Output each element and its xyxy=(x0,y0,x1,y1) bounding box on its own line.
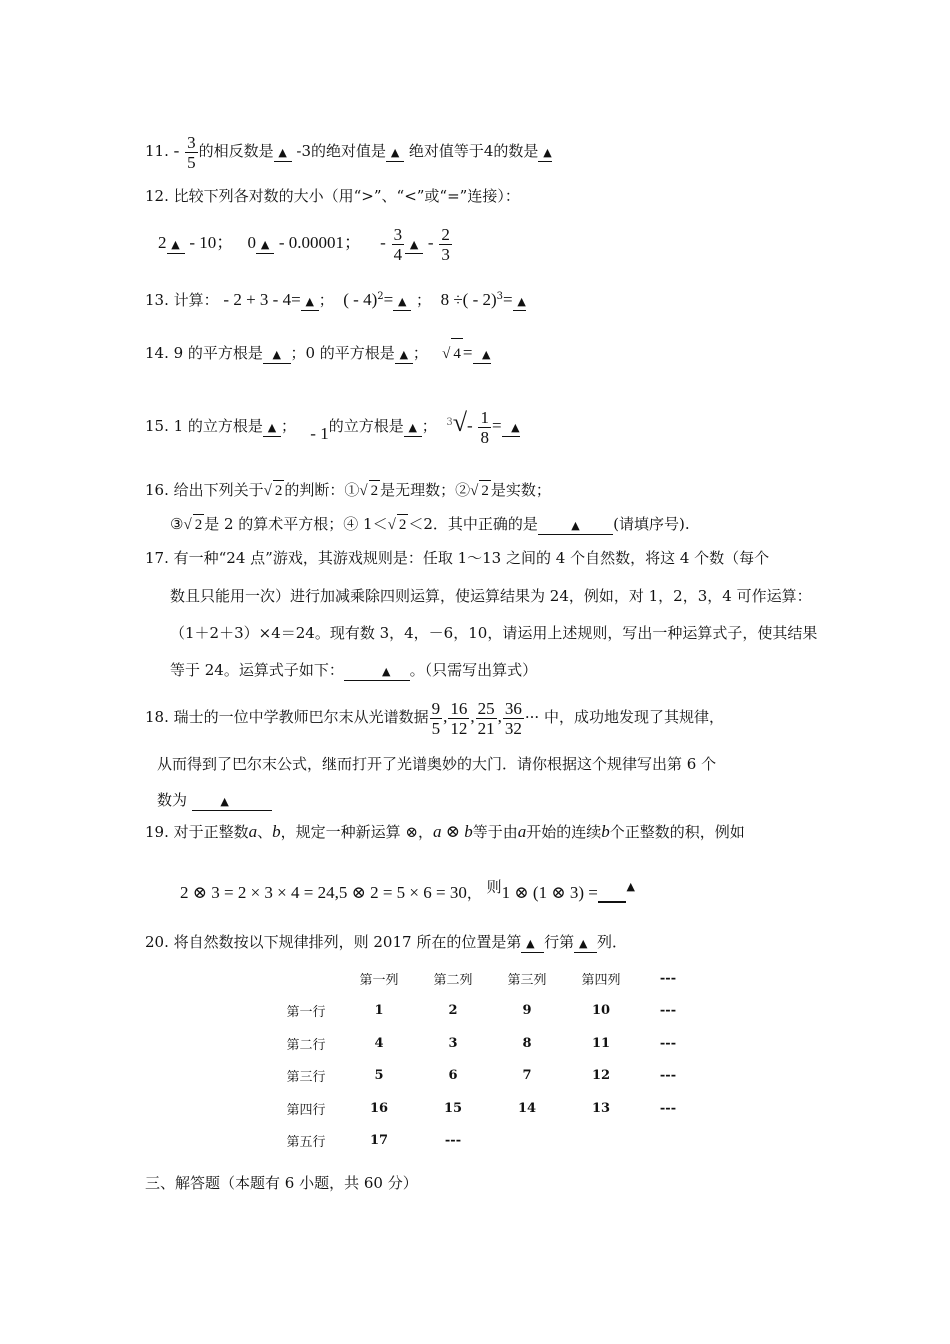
question-12-items: 2 ▲ - 10； 0 ▲ - 0.00001； - $\frac{3}{4}$ ▲ - $\frac{2}{3}$ xyxy=(158,224,450,264)
question-16-line1: 16. 给出下列关于√ 2 的判断：①√ 2 是无理数；②√ 2 是实数； xyxy=(145,481,551,499)
answer-blank: ▲ xyxy=(574,934,597,953)
question-17-line1: 17. 有一种“24 点”游戏，其游戏规则是：任取 1～13 之间的 4 个自然数，将这 4 个数（每个 xyxy=(145,549,770,567)
answer-blank xyxy=(598,885,627,903)
question-16-line2: ③√ 2 是 2 的算术平方根；④ 1＜√ 2 ＜2．其中正确的是 ▲ (请填序号). xyxy=(170,515,690,533)
answer-blank: ▲ xyxy=(301,292,319,311)
question-11: 11. - $\frac{3}{5}$ 的相反数是 ▲ -3的绝对值是 ▲ 绝对值等于4的数是 ▲ xyxy=(145,132,552,172)
answer-blank: ▲ xyxy=(386,143,404,162)
question-18-line2: 从而得到了巴尔末公式，继而打开了光谱奥妙的大门．请你根据这个规律写出第 6 个 xyxy=(157,755,717,773)
table-header-row: 第一列 第二列 第三列 第四列 --- xyxy=(359,970,677,988)
answer-blank: ▲ xyxy=(405,235,423,254)
fraction: $\frac{9}{5}$ xyxy=(431,698,441,738)
answer-blank: ▲ xyxy=(404,418,422,437)
fraction: $\frac{16}{12}$ xyxy=(450,698,468,738)
fraction: $\frac{3}{4}$ xyxy=(393,224,403,264)
question-18-line1: 18. 瑞士的一位中学教师巴尔末从光谱数据 $\frac{9}{5}$ , $\frac{16}{12}$ , $\frac{25}{21}$ , $\frac{36}{32}$ ··· 中，成功地发现了其规律， xyxy=(145,698,724,738)
question-15: 15. 1 的立方根是 ▲ ； - 1的立方根是 ▲ ； $^3$√- $\frac{1}{8}$ = ▲ xyxy=(145,407,520,447)
answer-blank: ▲ xyxy=(513,292,526,311)
table-row: 第一行 1 2 9 10 --- xyxy=(286,1003,677,1021)
question-12-text: 12. 比较下列各对数的大小（用“>”、“<”或“=”连接）： xyxy=(145,187,520,205)
radical-icon: √ xyxy=(452,408,467,437)
question-20: 20. 将自然数按以下规律排列，则 2017 所在的位置是第 ▲ 行第 ▲ 列． xyxy=(145,933,627,951)
answer-blank: ▲ xyxy=(192,792,272,811)
fraction: $\frac{25}{21}$ xyxy=(477,698,495,738)
question-14: 14. 9 的平方根是 ▲ ；0 的平方根是 ▲ ； √ 4 = ▲ xyxy=(145,338,491,372)
question-19-line1: 19. 对于正整数a、b，规定一种新运算 ⊗，a ⊗ b等于由a开始的连续b个正整数的积，例如 xyxy=(145,822,745,841)
section-3-heading: 三、解答题（本题有 6 小题，共 60 分） xyxy=(145,1174,418,1192)
table-row: 第五行 17 --- xyxy=(286,1133,462,1151)
answer-blank: ▲ xyxy=(256,235,274,254)
answer-blank: ▲ xyxy=(521,934,544,953)
answer-blank: ▲ xyxy=(502,418,520,437)
question-18-line3: 数为 ▲ xyxy=(157,790,272,811)
answer-blank: ▲ xyxy=(167,235,185,254)
question-17-line4: 等于 24。运算式子如下： ▲ 。（只需写出算式） xyxy=(170,661,538,679)
question-19-line2: 2 ⊗ 3 = 2 × 3 × 4 = 24,5 ⊗ 2 = 5 × 6 = 30， 则1 ⊗ (1 ⊗ 3) = ▲ xyxy=(180,878,635,902)
answer-blank: ▲ xyxy=(395,345,413,364)
answer-blank: ▲ xyxy=(393,292,411,311)
radical-icon: √ xyxy=(442,346,451,362)
fraction: $\frac{1}{8}$ xyxy=(480,407,489,447)
answer-blank: ▲ xyxy=(538,143,551,162)
answer-blank: ▲ xyxy=(263,418,281,437)
question-17-line3: （1＋2＋3）×4＝24。现有数 3，4，－6，10，请运用上述规则，写出一种运算式子，使其结果 xyxy=(170,624,818,642)
question-13: 13. 计算： - 2 + 3 - 4= ▲ ； ( - 4)$^2$= ▲ ； 8 ÷( - 2)$^3$= ▲ xyxy=(145,290,526,309)
fraction: $\frac{36}{32}$ xyxy=(504,698,522,738)
answer-blank: ▲ xyxy=(274,143,292,162)
answer-blank: ▲ xyxy=(473,345,491,364)
q11-number: 11. xyxy=(145,142,169,160)
question-17-line2: 数且只能用一次）进行加减乘除四则运算，使运算结果为 24，例如，对 1，2，3，4 可作运算： xyxy=(170,587,812,605)
answer-blank: ▲ xyxy=(263,345,291,364)
answer-blank: ▲ xyxy=(538,516,613,535)
fraction: $\frac{2}{3}$ xyxy=(441,224,450,264)
number-arrangement-table xyxy=(270,962,698,1157)
table-row: 第四行 16 15 14 13 --- xyxy=(286,1100,677,1118)
answer-blank: ▲ xyxy=(344,662,410,681)
table-row: 第三行 5 6 7 12 --- xyxy=(286,1068,677,1086)
table-row: 第二行 4 3 8 11 --- xyxy=(286,1035,677,1053)
fraction: $\frac{3}{5}$ xyxy=(187,132,196,172)
